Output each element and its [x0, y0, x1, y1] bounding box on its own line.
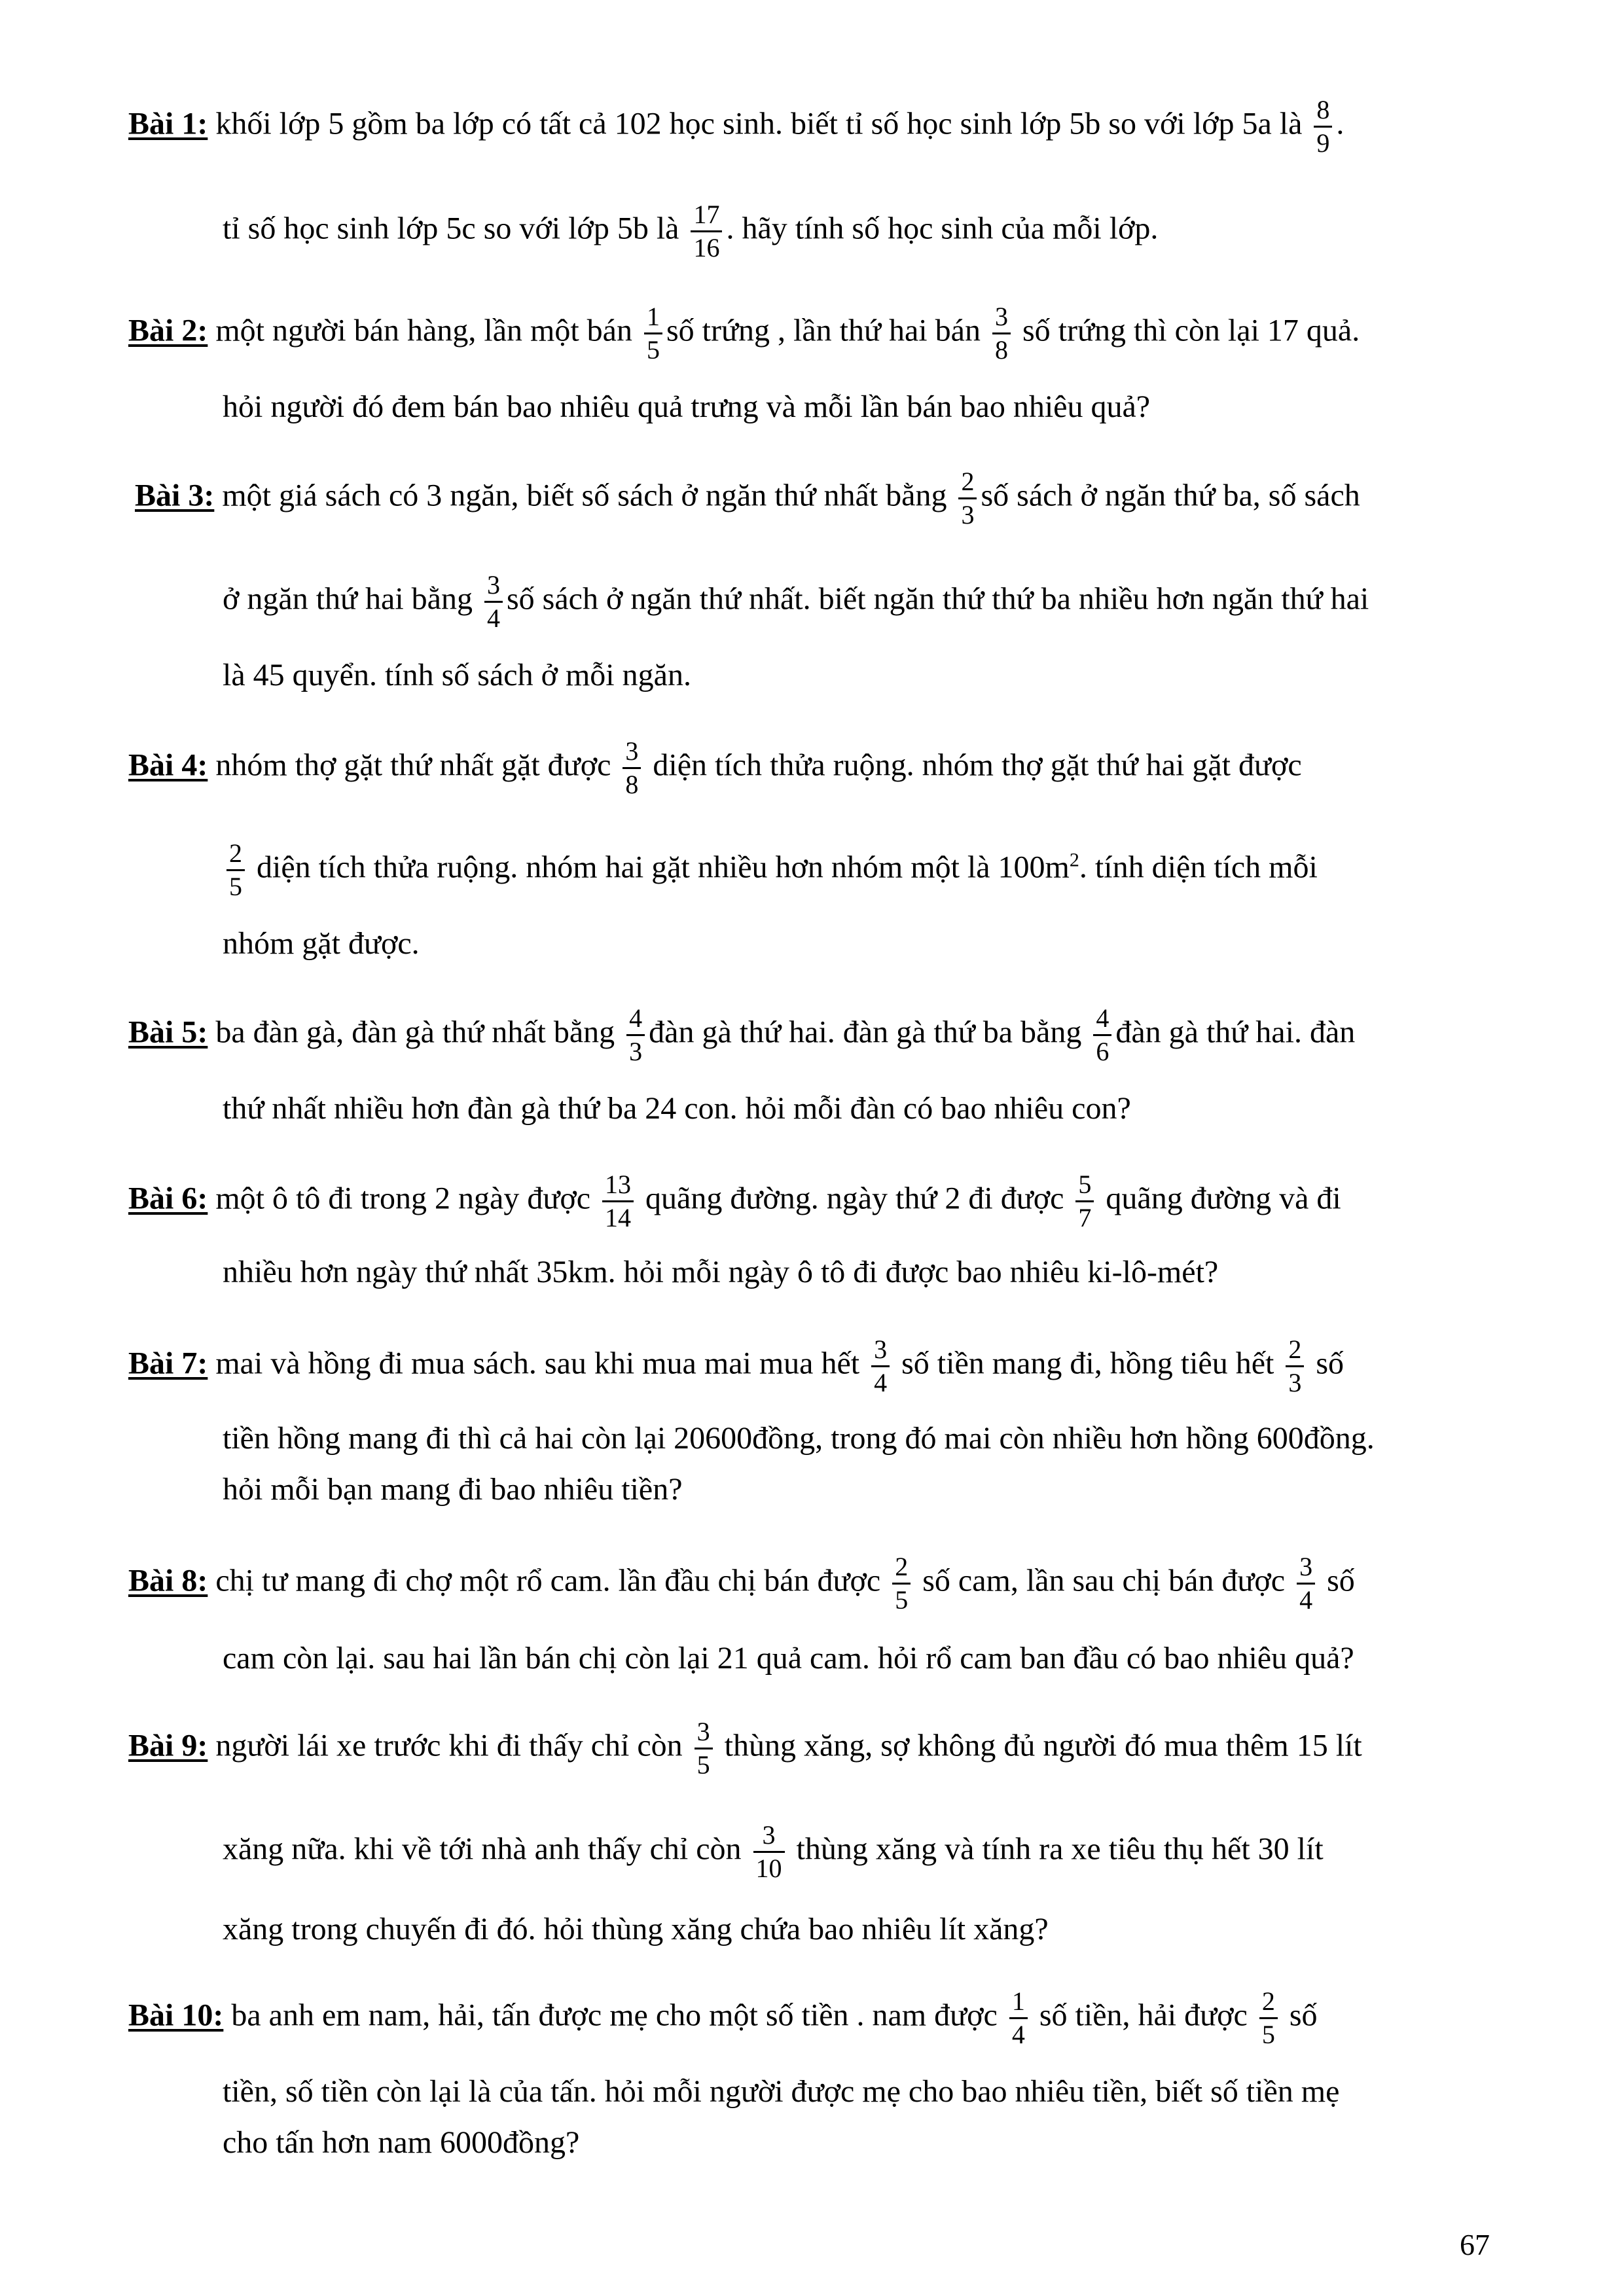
fraction [958, 466, 977, 531]
fraction [1286, 1334, 1304, 1399]
text: quãng đường. ngày thứ 2 đi được [638, 1181, 1072, 1216]
text: tỉ số học sinh lớp 5c so với lớp 5b là [223, 211, 687, 246]
problem-6-label: Bài 6: [128, 1181, 208, 1216]
text: số cam, lần sau chị bán được [914, 1563, 1293, 1598]
fraction [626, 1003, 645, 1067]
text: là 45 quyển. tính số sách ở mỗi ngăn. [223, 658, 691, 692]
numerator: 3 [992, 301, 1011, 334]
text: cam còn lại. sau hai lần bán chị còn lại 21 quả cam. hỏi rổ cam ban đầu có bao nhiêu quả? [223, 1641, 1354, 1676]
denominator: 9 [1316, 128, 1330, 158]
problem-10-line-1 [128, 1986, 1318, 2051]
text: tiền, số tiền còn lại là của tấn. hỏi mỗi người được mẹ cho bao nhiêu tiền, biết số tiền mẹ [223, 2074, 1340, 2109]
numerator: 2 [958, 466, 977, 499]
denominator: 8 [994, 335, 1008, 365]
denominator: 4 [1011, 2020, 1025, 2049]
text: số sách ở ngăn thứ ba, số sách [981, 478, 1360, 513]
problem-8-line-2 [223, 1638, 1354, 1679]
problem-2-line-2 [223, 386, 1150, 428]
denominator: 5 [895, 1585, 909, 1615]
text: thùng xăng, sợ không đủ người đó mua thêm 15 lít [716, 1728, 1362, 1763]
text: hỏi mỗi bạn mang đi bao nhiêu tiền? [223, 1472, 683, 1507]
text: đàn gà thứ hai. đàn gà thứ ba bằng [649, 1014, 1090, 1050]
numerator: 3 [484, 569, 503, 603]
fraction [695, 1716, 713, 1781]
denominator: 5 [1261, 2020, 1275, 2049]
text: thứ nhất nhiều hơn đàn gà thứ ba 24 con. hỏi mỗi đàn có bao nhiêu con? [223, 1091, 1131, 1126]
text: một ô tô đi trong 2 ngày được [215, 1181, 599, 1216]
fraction [644, 301, 662, 366]
fraction [691, 199, 722, 264]
problem-4-line-1 [128, 736, 1302, 800]
numerator: 8 [1314, 94, 1332, 128]
text: số trứng thì còn lại 17 quả. [1014, 313, 1360, 348]
text: ở ngăn thứ hai bằng [223, 581, 480, 617]
denominator: 7 [1078, 1203, 1092, 1232]
denominator: 6 [1096, 1037, 1110, 1066]
fraction [1093, 1003, 1111, 1067]
problem-6-line-1 [128, 1169, 1341, 1234]
fraction [1009, 1986, 1028, 2051]
fraction [871, 1334, 890, 1399]
denominator: 5 [696, 1750, 710, 1780]
denominator: 3 [1288, 1368, 1302, 1397]
numerator: 17 [691, 199, 722, 232]
text: . tính diện tích mỗi [1079, 850, 1318, 885]
numerator: 2 [892, 1551, 911, 1585]
fraction [1075, 1169, 1094, 1234]
fraction [1314, 94, 1332, 159]
denominator: 4 [1299, 1585, 1313, 1615]
fraction [623, 736, 641, 800]
problem-7-line-2 [223, 1418, 1375, 1460]
denominator: 14 [605, 1203, 632, 1232]
problem-1-line-1 [128, 94, 1496, 159]
text: số trứng , lần thứ hai bán [666, 313, 988, 348]
text: ba đàn gà, đàn gà thứ nhất bằng [215, 1014, 623, 1050]
fraction [484, 569, 503, 634]
numerator: 4 [1093, 1003, 1111, 1036]
numerator: 4 [626, 1003, 645, 1036]
problem-9-line-3 [223, 1909, 1049, 1950]
text: quãng đường và đi [1098, 1181, 1341, 1216]
text: số [1319, 1563, 1355, 1598]
problem-9-label: Bài 9: [128, 1728, 208, 1763]
numerator: 1 [644, 301, 662, 334]
numerator: 2 [1286, 1334, 1304, 1367]
text: nhóm thợ gặt thứ nhất gặt được [215, 747, 619, 783]
text: xăng nữa. khi về tới nhà anh thấy chỉ còn [223, 1831, 749, 1867]
fraction [1259, 1986, 1278, 2051]
denominator: 5 [646, 335, 660, 365]
fraction [602, 1169, 634, 1234]
problem-1-line-2 [223, 199, 1158, 264]
problem-9-line-1 [128, 1716, 1362, 1781]
text: nhóm gặt được. [223, 926, 420, 961]
text: . [1336, 106, 1344, 141]
numerator: 3 [1297, 1551, 1315, 1585]
fraction [753, 1820, 785, 1884]
text: chị tư mang đi chợ một rổ cam. lần đầu chị bán được [215, 1563, 889, 1598]
problem-5-line-2 [223, 1088, 1131, 1130]
denominator: 3 [629, 1037, 643, 1066]
numerator: 3 [623, 736, 641, 769]
problem-8-line-1 [128, 1551, 1355, 1616]
problem-4-line-3 [223, 923, 420, 965]
numerator: 1 [1009, 1986, 1028, 2019]
problem-6-line-2 [223, 1251, 1218, 1293]
problem-3-line-3 [223, 655, 691, 696]
text: khối lớp 5 gồm ba lớp có tất cả 102 học sinh. biết tỉ số học sinh lớp 5b so với lớp 5a là [215, 106, 1310, 141]
text: nhiều hơn ngày thứ nhất 35km. hỏi mỗi ngày ô tô đi được bao nhiêu ki-lô-mét? [223, 1255, 1219, 1289]
denominator: 16 [693, 233, 720, 262]
problem-5-label: Bài 5: [128, 1014, 208, 1050]
text: người lái xe trước khi đi thấy chỉ còn [215, 1728, 691, 1763]
text: thùng xăng và tính ra xe tiêu thụ hết 30 lít [788, 1831, 1324, 1867]
text: số tiền, hải được [1031, 1998, 1255, 2033]
problem-2-line-1 [128, 301, 1360, 366]
text: diện tích thửa ruộng. nhóm hai gặt nhiều hơn nhóm một là 100m [249, 850, 1070, 885]
numerator: 3 [871, 1334, 890, 1367]
text: đàn gà thứ hai. đàn [1115, 1014, 1356, 1050]
problem-10-line-2 [223, 2071, 1339, 2113]
problem-10-label: Bài 10: [128, 1998, 224, 2033]
problem-1-label: Bài 1: [128, 106, 208, 141]
text: số [1281, 1998, 1318, 2033]
text: xăng trong chuyến đi đó. hỏi thùng xăng chứa bao nhiêu lít xăng? [223, 1912, 1049, 1946]
problem-9-line-2 [223, 1820, 1324, 1884]
problem-7-label: Bài 7: [128, 1346, 208, 1381]
text: hỏi người đó đem bán bao nhiêu quả trưng và mỗi lần bán bao nhiêu quả? [223, 389, 1151, 424]
page-number: 67 [1460, 2228, 1490, 2261]
text: một giá sách có 3 ngăn, biết số sách ở ngăn thứ nhất bằng [222, 478, 955, 513]
problem-4-line-2 [223, 838, 1318, 903]
denominator: 4 [874, 1368, 888, 1397]
text: mai và hồng đi mua sách. sau khi mua mai mua hết [215, 1346, 868, 1381]
problem-2-label: Bài 2: [128, 313, 208, 348]
text: số sách ở ngăn thứ nhất. biết ngăn thứ thứ ba nhiều hơn ngăn thứ hai [506, 581, 1369, 617]
denominator: 10 [755, 1854, 782, 1883]
problem-3-line-2 [223, 569, 1369, 634]
problem-7-line-3 [223, 1469, 683, 1511]
numerator: 3 [753, 1820, 785, 1853]
fraction [1297, 1551, 1315, 1616]
denominator: 5 [229, 872, 242, 901]
problem-3-line-1 [135, 466, 1360, 531]
problem-4-label: Bài 4: [128, 747, 208, 783]
text: . hãy tính số học sinh của mỗi lớp. [726, 211, 1159, 246]
text: tiền hồng mang đi thì cả hai còn lại 20600đồng, trong đó mai còn nhiều hơn hồng 600đồng. [223, 1421, 1375, 1456]
text: ba anh em nam, hải, tấn được mẹ cho một số tiền . nam được [231, 1998, 1005, 2033]
numerator: 13 [602, 1169, 634, 1202]
numerator: 5 [1075, 1169, 1094, 1202]
numerator: 2 [226, 838, 245, 871]
denominator: 3 [961, 500, 975, 529]
superscript: 2 [1069, 849, 1079, 871]
denominator: 4 [486, 603, 500, 633]
fraction [892, 1551, 911, 1616]
text: số tiền mang đi, hồng tiêu hết [893, 1346, 1282, 1381]
text: số [1308, 1346, 1344, 1381]
fraction [992, 301, 1011, 366]
text: một người bán hàng, lần một bán [215, 313, 640, 348]
text: cho tấn hơn nam 6000đồng? [223, 2125, 580, 2160]
numerator: 2 [1259, 1986, 1278, 2019]
text: diện tích thửa ruộng. nhóm thợ gặt thứ hai gặt được [645, 747, 1302, 783]
fraction [226, 838, 245, 903]
problem-7-line-1 [128, 1334, 1344, 1399]
numerator: 3 [695, 1716, 713, 1749]
problem-8-label: Bài 8: [128, 1563, 208, 1598]
problem-3-label: Bài 3: [135, 478, 215, 513]
problem-10-line-3 [223, 2122, 579, 2164]
problem-5-line-1 [128, 1003, 1355, 1067]
denominator: 8 [625, 770, 639, 799]
